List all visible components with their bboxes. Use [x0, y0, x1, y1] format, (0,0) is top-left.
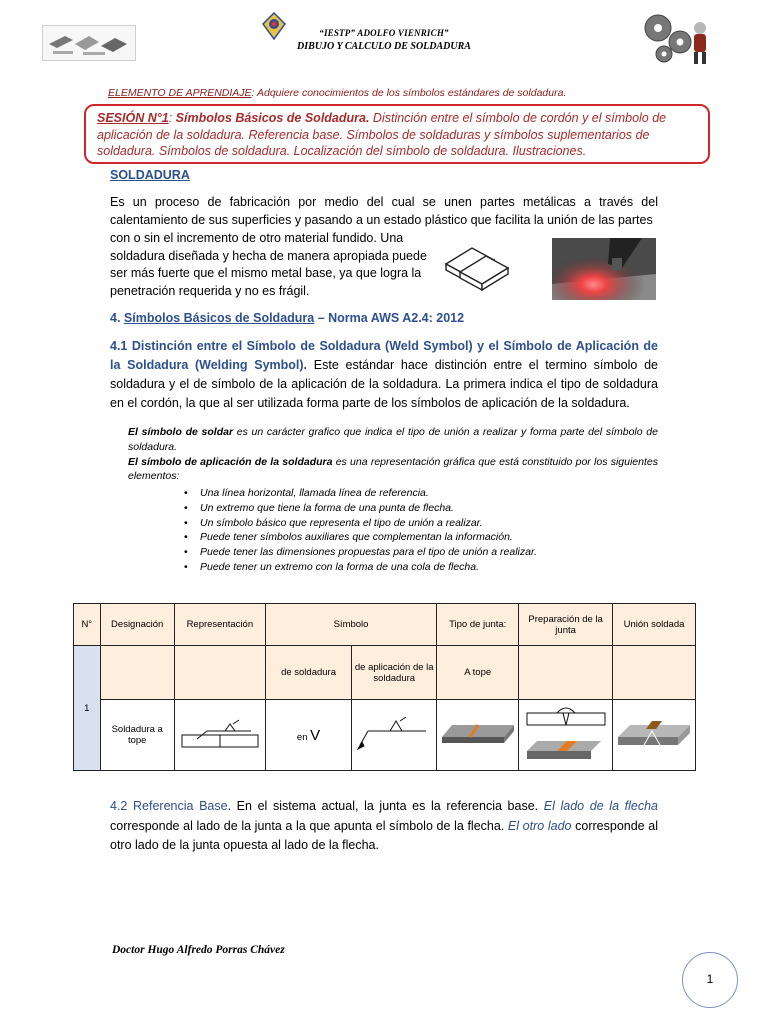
list-item: • Una línea horizontal, llamada línea de referencia. — [178, 486, 648, 501]
elements-list — [178, 486, 648, 575]
list-item: • Puede tener un extremo con la forma de una cola de flecha. — [178, 560, 648, 575]
section-title: SOLDADURA — [110, 168, 190, 182]
weld-symbols-table — [73, 603, 696, 771]
heading-4-title: Símbolos Básicos de Soldadura — [123, 311, 315, 325]
header-union: Unión soldada — [613, 604, 696, 646]
section-4-1-body: Este estándar hace distinción entre el termino símbolo de soldadura y el de símbolo de la aplicación de la soldadura. La primera indica el tipo de soldadura en el cordón, la que al ser utilizada forma parte de los símbolos de aplicación de la soldadura. — [110, 358, 658, 410]
heading-4-num: 4. — [110, 311, 124, 325]
subheader-empty-preparation — [519, 646, 613, 700]
row-representation — [174, 700, 265, 771]
row-designation: Soldadura a tope — [100, 700, 174, 771]
subheader-empty-union — [613, 646, 696, 700]
row-weld-symbol — [265, 700, 351, 771]
butt-joint-diagram — [440, 719, 516, 749]
subheader-empty-designation — [100, 646, 174, 700]
joint-preparation-diagram — [523, 701, 609, 767]
welding-symbol-def: es una representación gráfica que está constituido por los siguientes elementos: — [128, 455, 658, 483]
weld-symbol-def: es un carácter grafico que indica el tipo de unión a realizar y forma parte del símbolo de soldadura. — [128, 426, 658, 453]
header-institution: “IESTP” ADOLFO VIENRICH” — [319, 28, 449, 38]
row-joint-type — [437, 700, 519, 771]
session-title: Símbolos Básicos de Soldadura. — [175, 111, 370, 125]
author-signature: Doctor Hugo Alfredo Porras Chávez — [112, 944, 285, 956]
butt-weld-representation-diagram — [177, 709, 263, 759]
arrow-side-term: El lado de la flecha — [543, 799, 658, 813]
session-description: Distinción entre el símbolo de cordón y el símbolo de aplicación de la soldadura. Referencia base. Símbolos de soldaduras y símbolos suplementarios de soldadura. Símbolos de soldadura. Localización del símbolo de soldadura. Ilustraciones. — [97, 111, 667, 158]
header-course: DIBUJO Y CALCULO DE SOLDADURA — [297, 41, 471, 52]
subheader-empty-representation — [174, 646, 265, 700]
header-representation: Representación — [174, 604, 265, 646]
metal-plates-illustration — [442, 238, 512, 294]
list-item: • Un símbolo básico que representa el tipo de unión a realizar. — [178, 516, 648, 531]
row-application-symbol — [352, 700, 437, 771]
section-4-1 — [110, 337, 658, 413]
header-symbol: Símbolo — [265, 604, 436, 646]
welding-symbol-term: El símbolo de aplicación de la soldadura — [128, 455, 333, 468]
header-designation: Designación — [100, 604, 174, 646]
section-4-2-title: 4.2 Referencia Base — [110, 799, 228, 813]
section-4-2-text-2: corresponde al lado de la junta a la que apunta el símbolo de la flecha. — [110, 818, 508, 833]
learning-element — [108, 87, 668, 99]
gears-worker-illustration — [640, 10, 714, 66]
session-label: SESIÓN N°1 — [97, 111, 169, 125]
header-joint-type: Tipo de junta: — [437, 604, 519, 646]
row-num: 1 — [74, 646, 101, 771]
intro-paragraph-wrapped: con o sin el incremento de otro material fundido. Una soldadura diseñada y hecha de manera apropiada puede ser más fuerte que el mismo metal base, ya que logra la penetración requerida y no es frágil. — [110, 231, 427, 298]
heading-4-norm: – Norma AWS A2.4: 2012 — [314, 311, 465, 325]
weld-symbol-term: El símbolo de soldar — [128, 426, 234, 438]
section-4-1-title: 4.1 Distinción entre el Símbolo de Soldadura (Weld Symbol) y el Símbolo de Aplicación de la Soldadura (Welding Symbol). — [110, 339, 658, 372]
subheader-joint-value: A tope — [437, 646, 519, 700]
heading-4 — [110, 311, 464, 325]
subheader-application-symbol: de aplicación de la soldadura — [352, 646, 437, 700]
list-item: • Un extremo que tiene la forma de una punta de flecha. — [178, 501, 648, 516]
definitions — [128, 425, 658, 484]
row-union — [613, 700, 696, 771]
intro-paragraph: Es un proceso de fabricación por medio del cual se unen partes metálicas a través del calentamiento de sus superficies y pasando a un estado plástico que facilita la unión de las partes — [110, 195, 658, 227]
section-4-2 — [110, 797, 658, 856]
welding-photo — [552, 238, 656, 300]
section-4-2-text-3: corresponde al otro lado de la junta opuesta al lado de la flecha. — [110, 818, 658, 852]
section-4-2-text-1: . En el sistema actual, la junta es la referencia base. — [227, 799, 544, 813]
learning-element-label: ELEMENTO DE APRENDIAJE — [108, 87, 252, 99]
subheader-weld-symbol: de soldadura — [265, 646, 351, 700]
application-symbol-diagram — [354, 709, 434, 759]
row-preparation — [519, 700, 613, 771]
learning-element-text: : Adquiere conocimientos de los símbolos estándares de soldadura. — [251, 87, 567, 99]
list-item: • Puede tener las dimensiones propuestas para el tipo de unión a realizar. — [178, 545, 648, 560]
weld-symbol-letter: V — [310, 726, 321, 744]
other-side-term: El otro lado — [507, 818, 572, 833]
page-number: 1 — [682, 952, 738, 1008]
header-num: N° — [74, 604, 101, 646]
welded-joint-diagram — [616, 717, 692, 751]
session-colon: : — [168, 111, 176, 125]
header-preparation: Preparación de la junta — [519, 604, 613, 646]
list-item: • Puede tener símbolos auxiliares que complementan la información. — [178, 530, 648, 545]
weld-symbol-prefix: en — [296, 731, 308, 743]
session-text — [97, 110, 705, 160]
